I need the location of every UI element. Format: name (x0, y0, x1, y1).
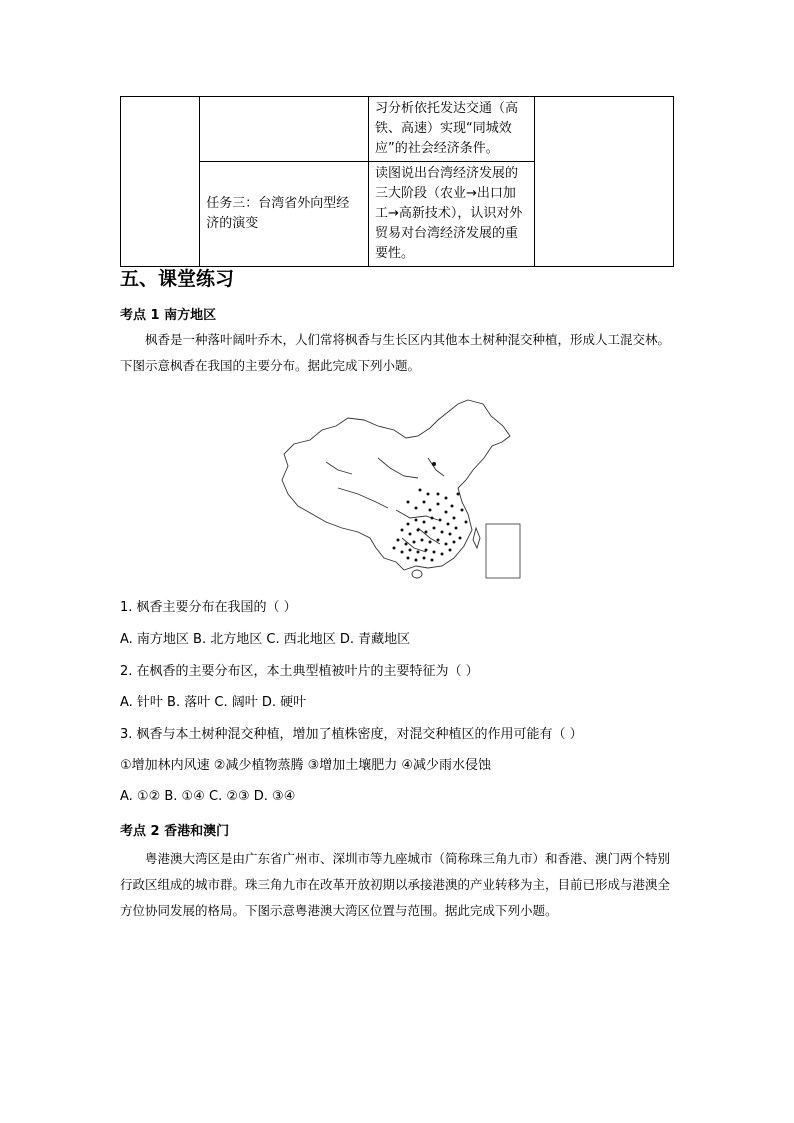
map-outline (282, 400, 510, 578)
kaodian-2-label: 考点 2 香港和澳门 (120, 824, 230, 839)
beijing-marker (432, 462, 436, 466)
south-china-sea-inset (486, 524, 520, 578)
table-row (121, 97, 674, 162)
table-cell-content: 读图说出台湾经济发展的三大阶段（农业→出口加工→高新技术），认识对外贸易对台湾经济发展的重要性。 (369, 162, 535, 267)
kaodian-1-label: 考点 1 南方地区 (120, 308, 217, 323)
table-cell (121, 97, 200, 267)
distribution-dots (393, 462, 468, 562)
table-cell-content: 习分析依托发达交通（高铁、高速）实现“同城效应”的社会经济条件。 (369, 97, 535, 162)
question-2-options: A. 针叶 B. 落叶 C. 阔叶 D. 硬叶 (120, 695, 307, 710)
question-3-statements: ①增加林内风速 ②减少植物蒸腾 ③增加土壤肥力 ④减少雨水侵蚀 (120, 758, 492, 773)
question-3-stem: 3. 枫香与本土树种混交种植，增加了植株密度，对混交种植区的作用可能有（ ） (120, 727, 583, 742)
question-1-options: A. 南方地区 B. 北方地区 C. 西北地区 D. 青藏地区 (120, 632, 411, 647)
table-cell-task: 任务三：台湾省外向型经济的演变 (200, 162, 369, 267)
section-title: 五、课堂练习 (120, 268, 235, 290)
question-2-stem: 2. 在枫香的主要分布区，本土典型植被叶片的主要特征为（ ） (120, 664, 479, 679)
question-1-stem: 1. 枫香主要分布在我国的（ ） (120, 600, 297, 615)
question-3-options: A. ①② B. ①④ C. ②③ D. ③④ (120, 789, 296, 804)
kaodian-1-intro: 枫香是一种落叶阔叶乔木，人们常将枫香与生长区内其他本土树种混交种植，形成人工混交林。下图示意枫香在我国的主要分布。据此完成下列小题。 (120, 332, 671, 373)
table-cell-task (200, 97, 369, 162)
table-cell (534, 97, 673, 267)
china-distribution-map (278, 398, 526, 588)
kaodian-2-intro: 粤港澳大湾区是由广东省广州市、深圳市等九座城市（简称珠三角九市）和香港、澳门两个特别行政区组成的城市群。珠三角九市在改革开放初期以承接港澳的产业转移为主，目前已形成与港澳全方位协同发展的格局。下图示意粤港澳大湾区位置与范围。据此完成下列小题。 (120, 851, 671, 918)
lesson-table (120, 96, 674, 267)
